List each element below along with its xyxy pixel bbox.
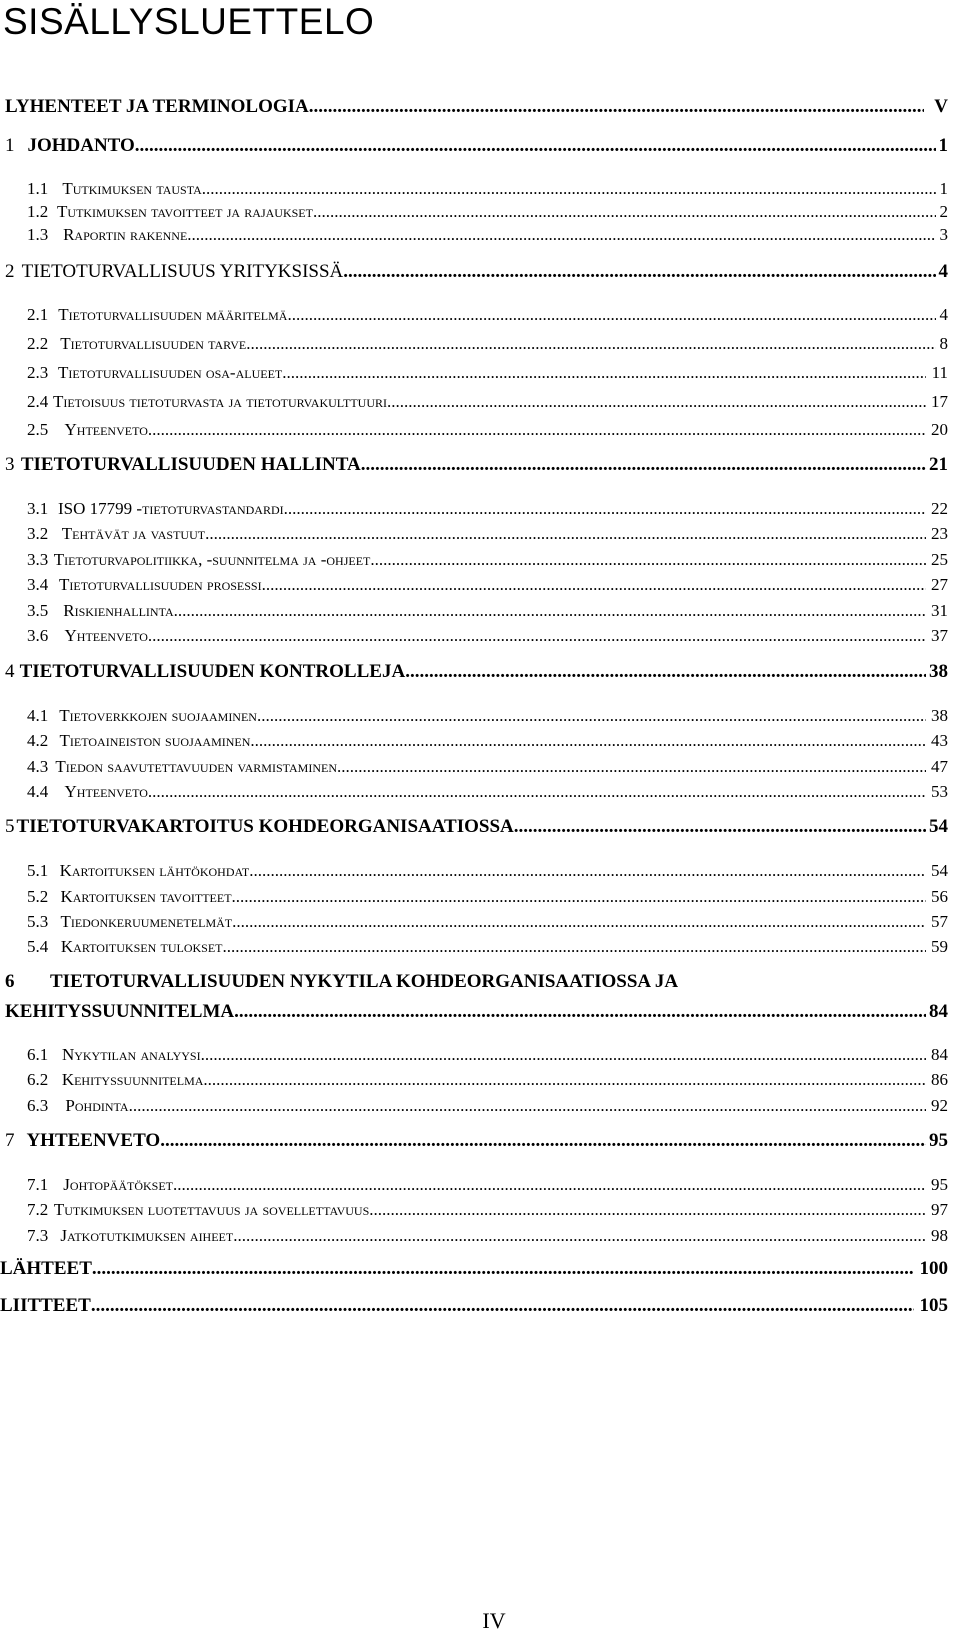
toc-entry-title: Yhteenveto	[64, 782, 148, 801]
toc-entry-title: LIITTEET	[0, 1295, 91, 1316]
toc-entry-page: 22	[931, 499, 948, 518]
toc-leader-dots	[92, 1258, 914, 1280]
toc-leader-dots	[313, 202, 936, 222]
toc-entry[interactable]	[0, 912, 960, 932]
toc-entry-number: 1.3	[27, 225, 49, 244]
toc-entry-number: 3.4	[27, 575, 49, 594]
toc-entry[interactable]	[0, 1200, 960, 1220]
toc-leader-dots	[203, 1070, 926, 1090]
toc-leader-dots	[174, 601, 926, 621]
toc-entry[interactable]	[0, 420, 960, 440]
toc-entry[interactable]	[0, 96, 960, 118]
toc-entry-number: 4.2	[27, 731, 49, 750]
toc-leader-dots	[282, 363, 926, 383]
toc-leader-dots	[249, 861, 926, 881]
toc-entry-number: 7.3	[27, 1226, 49, 1245]
toc-entry-title: Tietoturvallisuuden tarve	[60, 334, 247, 353]
toc-entry[interactable]	[0, 305, 960, 325]
toc-entry-page: 95	[929, 1130, 948, 1151]
toc-entry[interactable]	[0, 575, 960, 595]
toc-entry-title-line1: TIETOTURVALLISUUDEN NYKYTILA KOHDEORGANISAATIOSSA JA	[50, 971, 679, 992]
toc-entry-title: ISO 17799 -tietoturvastandardi	[57, 499, 284, 518]
toc-leader-dots	[234, 1001, 926, 1023]
toc-leader-dots	[361, 454, 926, 476]
page-title: SISÄLLYSLUETTELO	[3, 1, 375, 42]
toc-entry[interactable]	[0, 524, 960, 544]
toc-entry-page: 97	[931, 1200, 948, 1219]
toc-leader-dots	[246, 334, 936, 354]
toc-leader-dots	[232, 887, 926, 907]
toc-entry-number: 7.1	[27, 1175, 49, 1194]
toc-entry[interactable]	[0, 661, 960, 683]
toc-entry-title: LÄHTEET	[0, 1258, 92, 1279]
toc-leader-dots	[233, 1226, 926, 1246]
toc-entry-page: 54	[931, 861, 948, 880]
toc-entry-page: 100	[919, 1258, 948, 1279]
toc-entry-title: Tietoverkkojen suojaaminen	[59, 706, 257, 725]
toc-entry-title: Tutkimuksen luotettavuus ja sovellettavuus	[53, 1200, 370, 1219]
toc-leader-dots	[387, 392, 926, 412]
toc-leader-dots	[129, 1096, 926, 1116]
toc-entry[interactable]	[0, 135, 960, 157]
toc-leader-dots	[148, 626, 926, 646]
toc-leader-dots	[257, 706, 926, 726]
toc-entry[interactable]	[0, 706, 960, 726]
toc-entry-number: 4	[5, 661, 15, 682]
toc-leader-dots	[514, 816, 926, 838]
toc-entry-page: 1	[938, 135, 948, 156]
toc-entry-number: 2.1	[27, 305, 49, 324]
toc-leader-dots	[135, 135, 936, 157]
toc-entry-page: 25	[931, 550, 948, 569]
toc-entry-number: 4.3	[27, 757, 49, 776]
toc-entry-title: Raportin rakenne	[63, 225, 188, 244]
toc-leader-dots	[343, 261, 936, 283]
toc-entry-title: Yhteenveto	[64, 626, 148, 645]
toc-entry-number: 4.1	[27, 706, 49, 725]
toc-entry[interactable]	[0, 861, 960, 881]
toc-entry-page: 11	[931, 363, 948, 382]
toc-entry-title: Tietoturvallisuuden prosessi	[59, 575, 262, 594]
toc-entry-page: 59	[931, 937, 948, 956]
toc-entry-title: Tietoturvallisuuden määritelmä	[58, 305, 288, 324]
toc-entry-page: 27	[931, 575, 948, 594]
toc-entry-page: 31	[931, 601, 948, 620]
toc-entry[interactable]	[0, 1295, 960, 1317]
toc-entry-title: LYHENTEET JA TERMINOLOGIA	[5, 96, 309, 117]
toc-entry-page: 84	[929, 1001, 948, 1022]
toc-entry-title: Tietoaineiston suojaaminen	[59, 731, 251, 750]
toc-entry-6-line1[interactable]	[5, 971, 911, 993]
toc-entry[interactable]	[0, 225, 960, 245]
toc-entry-number: 7.2	[27, 1200, 49, 1219]
toc-entry-page: 54	[929, 816, 948, 837]
toc-entry-title: Kartoituksen lähtökohdat	[59, 861, 250, 880]
toc-entry[interactable]	[0, 1096, 960, 1116]
toc-entry[interactable]	[0, 550, 960, 570]
toc-entry-title: Kartoituksen tulokset	[60, 937, 223, 956]
toc-entry-page: 2	[939, 202, 948, 221]
toc-entry[interactable]	[0, 1045, 960, 1065]
toc-entry-number: 6	[5, 971, 15, 992]
toc-entry[interactable]	[0, 1226, 960, 1246]
toc-entry-number: 7	[5, 1130, 15, 1151]
toc-entry[interactable]	[0, 887, 960, 907]
toc-entry-number: 6.3	[27, 1096, 49, 1115]
page-number: IV	[482, 1608, 506, 1633]
toc-entry[interactable]	[0, 261, 960, 283]
toc-entry-title: Tiedonkeruumenetelmät	[60, 912, 233, 931]
toc-entry[interactable]	[0, 601, 960, 621]
toc-entry-number: 5.1	[27, 861, 49, 880]
toc-entry-title: Tutkimuksen tavoitteet ja rajaukset	[57, 202, 313, 221]
toc-entry-number: 3.5	[27, 601, 49, 620]
toc-entry[interactable]	[0, 731, 960, 751]
toc-entry[interactable]	[0, 499, 960, 519]
toc-entry[interactable]	[0, 392, 960, 412]
toc-entry-number: 1.2	[27, 202, 49, 221]
toc-entry-title: Tietoisuus tietoturvasta ja tietoturvakulttuuri	[52, 392, 388, 411]
toc-entry-title: Tutkimuksen tausta	[62, 179, 202, 198]
toc-entry-number: 4.4	[27, 782, 49, 801]
toc-leader-dots	[405, 661, 926, 683]
toc-entry-number: 5.2	[27, 887, 49, 906]
toc-entry[interactable]	[0, 782, 960, 802]
toc-entry-page: 17	[931, 392, 948, 411]
toc-entry-number: 2.4	[27, 392, 49, 411]
toc-entry-title: TIETOTURVAKARTOITUS KOHDEORGANISAATIOSSA	[16, 816, 514, 837]
toc-entry[interactable]	[0, 1258, 960, 1280]
toc-entry-number: 5.4	[27, 937, 49, 956]
toc-entry[interactable]	[0, 202, 960, 222]
toc-entry-title: YHTEENVETO	[26, 1130, 161, 1151]
toc-entry-page: 57	[931, 912, 948, 931]
toc-entry-page: 43	[931, 731, 948, 750]
toc-leader-dots	[284, 499, 926, 519]
toc-entry-page: 1	[939, 179, 948, 198]
toc-leader-dots	[262, 575, 926, 595]
toc-leader-dots	[250, 731, 926, 751]
toc-entry-number: 3.1	[27, 499, 49, 518]
toc-entry-number: 5.3	[27, 912, 49, 931]
toc-entry-number: 6.1	[27, 1045, 49, 1064]
toc-entry[interactable]	[0, 454, 960, 476]
toc-entry-number: 6.2	[27, 1070, 49, 1089]
toc-entry[interactable]	[0, 757, 960, 777]
toc-leader-dots	[232, 912, 926, 932]
toc-entry-title: Tehtävät ja vastuut	[61, 524, 206, 543]
toc-entry-title: Riskienhallinta	[63, 601, 174, 620]
toc-leader-dots	[337, 757, 926, 777]
toc-entry-title: TIETOTURVALLISUUDEN KONTROLLEJA	[19, 661, 406, 682]
toc-entry-page: 53	[931, 782, 948, 801]
toc-leader-dots	[369, 1200, 926, 1220]
toc-entry-title: Pohdinta	[65, 1096, 129, 1115]
toc-entry-page: 56	[931, 887, 948, 906]
toc-entry-number: 2.2	[27, 334, 49, 353]
toc-entry-page: 95	[931, 1175, 948, 1194]
toc-entry-title: Kartoituksen tavoitteet	[60, 887, 232, 906]
toc-entry-page: 3	[939, 225, 948, 244]
toc-entry-page: 86	[931, 1070, 948, 1089]
toc-entry-page: 4	[939, 305, 948, 324]
toc-entry-page: 37	[931, 626, 948, 645]
toc-leader-dots	[370, 550, 926, 570]
toc-entry-title: Tiedon saavutettavuuden varmistaminen	[55, 757, 338, 776]
toc-leader-dots	[148, 420, 926, 440]
toc-entry-number: 2.5	[27, 420, 49, 439]
toc-entry-page: 84	[931, 1045, 948, 1064]
toc-entry-page: 98	[931, 1226, 948, 1245]
toc-entry-title: TIETOTURVALLISUUS YRITYKSISSÄ	[21, 261, 344, 282]
toc-entry-number: 2	[5, 261, 15, 282]
toc-entry-number: 3.6	[27, 626, 49, 645]
toc-leader-dots	[201, 1045, 926, 1065]
toc-entry-page: 20	[931, 420, 948, 439]
toc-leader-dots	[222, 937, 926, 957]
toc-entry[interactable]	[0, 626, 960, 646]
toc-leader-dots	[202, 179, 936, 199]
toc-leader-dots	[187, 225, 936, 245]
toc-entry-title: Kehityssuunnitelma	[61, 1070, 204, 1089]
toc-entry[interactable]	[0, 334, 960, 354]
toc-entry-title: Nykytilan analyysi	[61, 1045, 201, 1064]
toc-entry-number: 2.3	[27, 363, 49, 382]
toc-entry-page: 38	[929, 661, 948, 682]
toc-entry-title: Tietoturvallisuuden osa-alueet	[58, 363, 283, 382]
toc-entry-number: 3.3	[27, 550, 49, 569]
toc-leader-dots	[173, 1175, 926, 1195]
toc-entry-page: 105	[919, 1295, 948, 1316]
toc-entry-title: Yhteenveto	[64, 420, 148, 439]
toc-leader-dots	[91, 1295, 914, 1317]
toc-entry-title: Johtopäätökset	[63, 1175, 174, 1194]
toc-entry-page: 38	[931, 706, 948, 725]
toc-entry[interactable]	[0, 937, 960, 957]
toc-entry-page: 4	[938, 261, 948, 282]
toc-entry[interactable]	[0, 1130, 960, 1152]
toc-entry-page: 21	[929, 454, 948, 475]
toc-entry-title: Jatkotutkimuksen aiheet	[60, 1226, 234, 1245]
toc-entry[interactable]	[0, 179, 960, 199]
toc-leader-dots	[287, 305, 936, 325]
toc-entry[interactable]	[0, 363, 960, 383]
toc-entry-page: 8	[939, 334, 948, 353]
toc-entry-title: Tietoturvapolitiikka, -suunnitelma ja -ohjeet	[53, 550, 371, 569]
toc-leader-dots	[160, 1130, 926, 1152]
toc-entry-page: V	[934, 96, 948, 117]
toc-leader-dots	[205, 524, 926, 544]
toc-entry-page: 47	[931, 757, 948, 776]
toc-entry-page: 23	[931, 524, 948, 543]
toc-entry-number: 3	[5, 454, 15, 475]
toc-entry-title: TIETOTURVALLISUUDEN HALLINTA	[20, 454, 361, 475]
toc-leader-dots	[148, 782, 926, 802]
toc-entry-title: KEHITYSSUUNNITELMA	[5, 1001, 235, 1022]
toc-entry[interactable]	[0, 1001, 960, 1023]
toc-entry[interactable]	[0, 1070, 960, 1090]
toc-entry[interactable]	[0, 1175, 960, 1195]
toc-entry-number: 3.2	[27, 524, 49, 543]
toc-entry-number: 1.1	[27, 179, 49, 198]
toc-entry-title: JOHDANTO	[27, 135, 135, 156]
toc-leader-dots	[309, 96, 924, 118]
toc-entry-number: 1	[5, 135, 15, 156]
toc-entry-page: 92	[931, 1096, 948, 1115]
toc-entry-number: 5	[5, 816, 15, 837]
toc-entry[interactable]	[0, 816, 960, 838]
